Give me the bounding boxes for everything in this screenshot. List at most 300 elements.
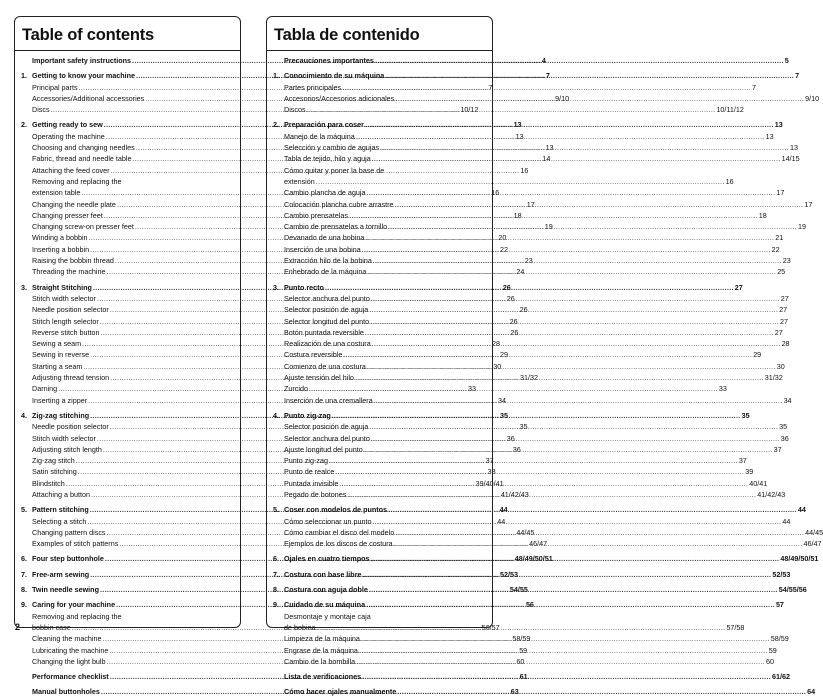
entry-title: Changing the needle plate — [32, 199, 116, 209]
entry-number: 4. — [21, 410, 27, 420]
entry-title: Accessories/Additional accessories — [32, 93, 145, 103]
entry-title: Straight Stitching — [32, 282, 92, 292]
entry-page: 13 — [513, 120, 522, 130]
dot-leader — [370, 553, 779, 564]
entry-title: Operating the machine — [32, 131, 105, 141]
entry-title: Cambio de prensatelas a tornillo — [284, 222, 388, 232]
entry-title: Ojales en cuatro tiempos — [284, 554, 370, 564]
entry-page: 59 — [519, 645, 528, 655]
entry-page: 7 — [752, 82, 756, 92]
entry-title: de bobina — [284, 622, 316, 632]
entry-title: Getting to know your machine — [32, 71, 136, 81]
entry-title: Stitch width selector — [32, 433, 96, 443]
entry-title: Manejo de la máquina — [284, 131, 355, 141]
entry-page: 34 — [498, 395, 506, 405]
dot-leader — [309, 383, 718, 394]
entry-page: 29 — [500, 350, 508, 360]
toc-entry — [273, 82, 756, 93]
entry-title: Cambio prensatelas — [284, 210, 348, 220]
entry-title: Removing and replacing the — [32, 176, 122, 186]
entry-number: 9. — [273, 600, 279, 610]
entry-page: 5 — [784, 56, 789, 65]
entry-title: Inserting a bobbin — [32, 244, 90, 254]
entry-title: Selecting a stitch — [32, 516, 87, 526]
entry-page: 41/42/43 — [500, 489, 529, 499]
entry-title: Removing and replacing the — [32, 611, 122, 621]
toc-entry — [273, 671, 790, 682]
toc-entry — [273, 489, 786, 500]
entry-number: 6. — [273, 554, 279, 564]
entry-title: Attaching the feed cover — [32, 165, 110, 175]
entry-title: Needle position selector — [32, 422, 109, 432]
entry-title: Changing pattern discs — [32, 527, 106, 537]
toc-entry — [273, 433, 789, 444]
entry-title: Principal parts — [32, 82, 78, 92]
dot-leader — [365, 327, 774, 338]
entry-page: 33 — [468, 384, 477, 394]
toc-english-title: Table of contents — [22, 26, 154, 44]
entry-title: Selector posición de aguja — [284, 305, 369, 315]
entry-title: Cómo cambiar el disco del modelo — [284, 527, 395, 537]
entry-title: Precauciones importantes — [284, 56, 374, 65]
entry-title: Four step buttonhole — [32, 554, 104, 564]
entry-title: Punto zig-zag — [284, 456, 328, 466]
entry-page: 7 — [488, 82, 493, 92]
entry-title: Cómo quitar y poner la base de — [284, 165, 385, 175]
dot-leader — [369, 584, 778, 595]
toc-entry — [273, 395, 792, 406]
entry-page: 61/62 — [771, 672, 790, 682]
dot-leader — [359, 645, 768, 656]
entry-page: 54/55/56 — [778, 585, 807, 595]
entry-page: 39 — [745, 467, 754, 477]
entry-number: 5. — [21, 505, 27, 515]
entry-page: 60 — [516, 656, 525, 666]
entry-number: 1. — [21, 71, 27, 81]
entry-title: Realización de una costura — [284, 339, 371, 349]
entry-title: Sewing in reverse — [32, 350, 90, 360]
entry-page: 26 — [502, 282, 511, 292]
toc-entry — [273, 584, 807, 595]
entry-title: Winding a bobbin — [32, 233, 88, 243]
entry-page: 44 — [797, 505, 806, 515]
dot-leader — [342, 82, 751, 93]
dot-leader — [365, 232, 774, 243]
toc-entry — [273, 527, 823, 538]
entry-page: 44 — [782, 516, 791, 526]
dot-leader — [373, 516, 782, 527]
toc-entry — [273, 569, 791, 580]
entry-title: Accesorios/Accesorios adicionales — [284, 93, 395, 103]
dot-leader — [395, 93, 804, 104]
entry-number: 9. — [21, 600, 27, 610]
entry-title: extension table — [32, 188, 81, 198]
entry-page: 7 — [545, 71, 550, 81]
entry-page: 13 — [789, 143, 798, 153]
toc-entry — [273, 645, 777, 656]
toc-entry — [273, 455, 747, 466]
entry-page: 59 — [768, 645, 777, 655]
dot-leader — [385, 70, 794, 81]
toc-entry — [273, 210, 767, 221]
entry-page: 19 — [544, 222, 553, 232]
entry-title: Cambio plancha de aguja — [284, 188, 366, 198]
entry-title: Puntada invisible — [284, 478, 339, 488]
entry-page: 23 — [782, 256, 791, 266]
entry-page: 36 — [780, 433, 789, 443]
entry-number: 3. — [21, 282, 27, 292]
toc-entry — [273, 611, 486, 622]
dot-leader — [325, 282, 734, 293]
entry-page: 37 — [485, 456, 494, 466]
entry-title: Inserción de una bobina — [284, 244, 361, 254]
entry-page: 61 — [519, 672, 528, 682]
dot-leader — [363, 569, 772, 580]
entry-title: Darning — [32, 384, 58, 394]
toc-entry — [273, 504, 806, 515]
entry-page: 46/47 — [529, 539, 548, 549]
dot-leader — [317, 622, 726, 633]
entry-page: 25 — [777, 267, 786, 277]
entry-page: 24 — [516, 267, 525, 277]
entry-title: Lista de verificaciones — [284, 672, 362, 682]
entry-page: 31/32 — [519, 373, 538, 383]
entry-title: Twin needle sewing — [32, 585, 99, 595]
entry-page: 22 — [500, 244, 509, 254]
entry-title: Performance checklist — [32, 672, 109, 682]
entry-page: 56 — [525, 600, 534, 610]
entry-page: 13 — [545, 143, 554, 153]
entry-page: 13 — [774, 120, 783, 130]
entry-title: Changing presser feet — [32, 210, 103, 220]
dot-leader — [316, 176, 725, 187]
entry-title: Attaching a button — [32, 489, 90, 499]
entry-title: Selector posición de aguja — [284, 422, 369, 432]
entry-title: Costura con aguja doble — [284, 585, 368, 595]
page-number: 2 — [15, 622, 21, 632]
entry-page: 63 — [510, 687, 519, 697]
entry-title: Reverse stitch button — [32, 327, 100, 337]
toc-entry — [273, 165, 486, 176]
entry-title: Tabla de tejido, hilo y aguja — [284, 154, 371, 164]
entry-title: Ajuste longitud del punto — [284, 444, 363, 454]
entry-number: 8. — [273, 585, 279, 595]
toc-entry — [273, 372, 783, 383]
entry-page: 17 — [526, 199, 535, 209]
entry-page: 30 — [493, 361, 502, 371]
entry-page: 57/58 — [726, 622, 745, 632]
entry-page: 33 — [718, 384, 727, 394]
dot-leader — [367, 266, 776, 277]
entry-title: Pattern stitching — [32, 505, 89, 515]
entry-page: 64 — [807, 687, 816, 697]
dot-leader — [329, 455, 738, 466]
entry-title: Selector anchura del punto — [284, 433, 370, 443]
dot-leader — [388, 221, 797, 232]
entry-page: 10/12 — [460, 105, 479, 115]
entry-page: 7 — [795, 71, 800, 81]
toc-entry — [273, 199, 813, 210]
dot-leader — [372, 338, 781, 349]
entry-page: 26 — [509, 316, 518, 326]
dot-leader — [395, 527, 804, 538]
toc-entry — [273, 176, 734, 187]
entry-page: 31/32 — [764, 373, 783, 383]
entry-title: Ejemplos de los discos de costura — [284, 539, 393, 549]
entry-page: 16 — [491, 188, 500, 198]
entry-title: Punto zig-zag — [284, 410, 331, 420]
entry-title: Stitch length selector — [32, 316, 99, 326]
entry-page: 34 — [783, 395, 792, 405]
entry-page: 58/59 — [512, 634, 531, 644]
entry-page: 39/40/41 — [475, 478, 504, 488]
entry-title: Changing the light bulb — [32, 656, 106, 666]
entry-page: 44/45 — [805, 527, 823, 537]
entry-page: 9/10 — [805, 93, 820, 103]
entry-page: 58/59 — [770, 634, 789, 644]
entry-page: 17 — [776, 188, 785, 198]
entry-page: 14/15 — [781, 154, 800, 164]
entry-number: 4. — [273, 410, 279, 420]
entry-title: Engrase de la máquina — [284, 645, 358, 655]
entry-title: Comienzo de una costura — [284, 361, 366, 371]
entry-page: 35 — [519, 422, 528, 432]
dot-leader — [356, 131, 765, 142]
entry-page: 48/49/50/51 — [780, 554, 819, 564]
toc-entry — [273, 244, 780, 255]
entry-title: Important safety instructions — [32, 56, 132, 65]
entry-title: bobbin case — [32, 622, 71, 632]
entry-title: Selector anchura del punto — [284, 293, 370, 303]
entry-title: Zurcido — [284, 384, 308, 394]
entry-title: Cambio de la bombilla — [284, 656, 356, 666]
dot-leader — [373, 255, 782, 266]
dot-leader — [397, 686, 806, 697]
entry-title: Limpieza de la máquina — [284, 634, 360, 644]
entry-page: 37 — [773, 444, 782, 454]
dot-leader — [361, 633, 770, 644]
toc-entry — [21, 176, 234, 187]
dot-leader — [375, 55, 784, 66]
entry-title: Selector longitud del punto — [284, 316, 370, 326]
entry-page: 52/53 — [499, 569, 518, 579]
entry-number: 3. — [273, 282, 279, 292]
entry-page: 27 — [774, 327, 783, 337]
entry-page: 16 — [725, 176, 734, 186]
dot-leader — [367, 187, 776, 198]
entry-title: Caring for your machine — [32, 600, 116, 610]
entry-number: 8. — [21, 585, 27, 595]
dot-leader — [369, 304, 778, 315]
entry-title: Inserting a zipper — [32, 395, 88, 405]
entry-page: 54/55 — [509, 585, 528, 595]
entry-title: Getting ready to sew — [32, 120, 103, 130]
entry-title: Cómo hacer ojales manualmente — [284, 687, 397, 697]
entry-page: 35 — [741, 410, 750, 420]
entry-title: Adjusting thread tension — [32, 373, 110, 383]
entry-page: 16 — [520, 165, 529, 175]
toc-entry — [273, 119, 783, 130]
toc-entry — [21, 611, 234, 622]
dot-leader — [307, 104, 716, 115]
entry-title: Extracción hilo de la bobina — [284, 256, 372, 266]
entry-title: Preparación para coser — [284, 120, 364, 130]
entry-title: Examples of stitch patterns — [32, 539, 119, 549]
dot-leader — [362, 244, 771, 255]
toc-entry — [273, 553, 819, 564]
entry-number: 6. — [21, 554, 27, 564]
toc-entry — [273, 142, 798, 153]
entry-page: 28 — [781, 339, 790, 349]
entry-page: 9/10 — [555, 93, 570, 103]
dot-leader — [371, 293, 780, 304]
entry-title: Adjusting stitch length — [32, 444, 102, 454]
dot-leader — [362, 671, 771, 682]
entry-number: 1. — [273, 71, 279, 81]
dot-leader — [339, 478, 748, 489]
entry-title: Threading the machine — [32, 267, 106, 277]
entry-title: Choosing and changing needles — [32, 143, 135, 153]
dot-leader — [369, 421, 778, 432]
entry-page: 41/42/43 — [757, 489, 786, 499]
dot-leader — [343, 349, 752, 360]
dot-leader — [364, 444, 773, 455]
entry-title: Punto de realce — [284, 467, 335, 477]
dot-leader — [366, 599, 775, 610]
entry-title: Needle position selector — [32, 305, 109, 315]
entry-title: Discos — [284, 105, 306, 115]
entry-title: Devanado de una bobina — [284, 233, 365, 243]
dot-leader — [380, 142, 789, 153]
entry-title: Inserción de una cremallera — [284, 395, 373, 405]
dot-leader — [374, 395, 783, 406]
entry-title: Conocimiento de su máquina — [284, 71, 385, 81]
toc-entry — [273, 131, 774, 142]
toc-entry — [273, 221, 806, 232]
dot-leader — [347, 489, 756, 500]
toc-entry — [273, 656, 774, 667]
entry-page: 44 — [497, 516, 506, 526]
dot-leader — [367, 361, 776, 372]
entry-page: 19 — [797, 222, 806, 232]
entry-title: Selección y cambio de agujas — [284, 143, 380, 153]
entry-page: 4 — [541, 56, 546, 65]
entry-title: Free-arm sewing — [32, 569, 90, 579]
dot-leader — [365, 119, 774, 130]
toc-entry — [273, 255, 791, 266]
entry-page: 56/57 — [481, 622, 500, 632]
toc-entry — [273, 633, 789, 644]
entry-title: Punto recto — [284, 282, 324, 292]
entry-page: 18 — [513, 210, 522, 220]
entry-title: Blindstitch — [32, 478, 65, 488]
entry-page: 35 — [779, 422, 788, 432]
entry-title: Manual buttonholes — [32, 687, 100, 697]
dot-leader — [388, 504, 797, 515]
entry-page: 27 — [779, 305, 788, 315]
dot-leader — [335, 466, 744, 477]
entry-title: Costura con base libre — [284, 569, 362, 579]
entry-page: 30 — [776, 361, 785, 371]
entry-number: 7. — [21, 569, 27, 579]
entry-page: 20 — [498, 233, 507, 243]
toc-entry — [273, 383, 727, 394]
entry-page: 36 — [512, 444, 521, 454]
dot-leader — [370, 316, 779, 327]
entry-page: 46/47 — [803, 539, 822, 549]
entry-page: 60 — [765, 656, 774, 666]
entry-page: 52/53 — [772, 569, 791, 579]
entry-page: 29 — [753, 350, 762, 360]
entry-title: Lubricating the machine — [32, 645, 109, 655]
dot-leader — [355, 372, 764, 383]
entry-title: Changing screw-on presser feet — [32, 222, 134, 232]
toc-entry — [273, 70, 800, 81]
entry-title: Cuidado de su máquina — [284, 600, 366, 610]
entry-page: 57 — [775, 600, 784, 610]
toc-entry — [273, 338, 790, 349]
toc-entry — [273, 55, 789, 66]
entry-page: 48/49/50/51 — [514, 554, 553, 564]
entry-page: 44 — [499, 505, 508, 515]
entry-title: Botón puntada reversible — [284, 327, 364, 337]
entry-page: 27 — [779, 316, 788, 326]
entry-title: Desmontaje y montaje caja — [284, 611, 371, 621]
entry-title: Pegado de botones — [284, 489, 347, 499]
entry-number: 2. — [273, 120, 279, 130]
entry-page: 27 — [734, 282, 743, 292]
toc-spanish-title: Tabla de contenido — [274, 26, 420, 44]
toc-entry — [273, 538, 822, 549]
entry-page: 13 — [515, 131, 524, 141]
entry-page: 26 — [506, 293, 515, 303]
toc-entry — [273, 153, 800, 164]
entry-title: Discs — [32, 105, 50, 115]
entry-page: 17 — [804, 199, 813, 209]
toc-entry — [273, 516, 791, 527]
entry-title: Stitch width selector — [32, 293, 96, 303]
entry-title: Zig-zag stitch — [32, 456, 75, 466]
entry-title: Zig-zag stitching — [32, 410, 90, 420]
entry-number: 5. — [273, 505, 279, 515]
entry-page: 28 — [492, 339, 500, 349]
dot-leader — [356, 656, 765, 667]
entry-title: Colocación plancha cubre arrastre — [284, 199, 394, 209]
dot-leader — [371, 433, 780, 444]
entry-number: 7. — [273, 569, 279, 579]
toc-entry — [273, 410, 750, 421]
entry-title: Enhebrado de la máquina — [284, 267, 367, 277]
entry-title: Partes principales — [284, 82, 342, 92]
title-divider — [267, 50, 492, 51]
entry-page: 18 — [758, 210, 767, 220]
entry-title: Coser con modelos de puntos — [284, 505, 388, 515]
title-divider — [15, 50, 240, 51]
entry-title: Satin stitching — [32, 467, 77, 477]
entry-title: Cleaning the machine — [32, 634, 102, 644]
dot-leader — [349, 210, 758, 221]
dot-leader — [394, 199, 803, 210]
entry-page: 40/41 — [749, 478, 768, 488]
entry-number: 2. — [21, 120, 27, 130]
entry-title: Sewing a seam — [32, 339, 82, 349]
toc-entry — [273, 421, 788, 432]
entry-page: 44/45 — [516, 527, 535, 537]
entry-page: 38 — [487, 467, 496, 477]
entry-page: 36 — [506, 433, 515, 443]
entry-title: Raising the bobbin thread — [32, 256, 114, 266]
entry-page: 22 — [771, 244, 780, 254]
